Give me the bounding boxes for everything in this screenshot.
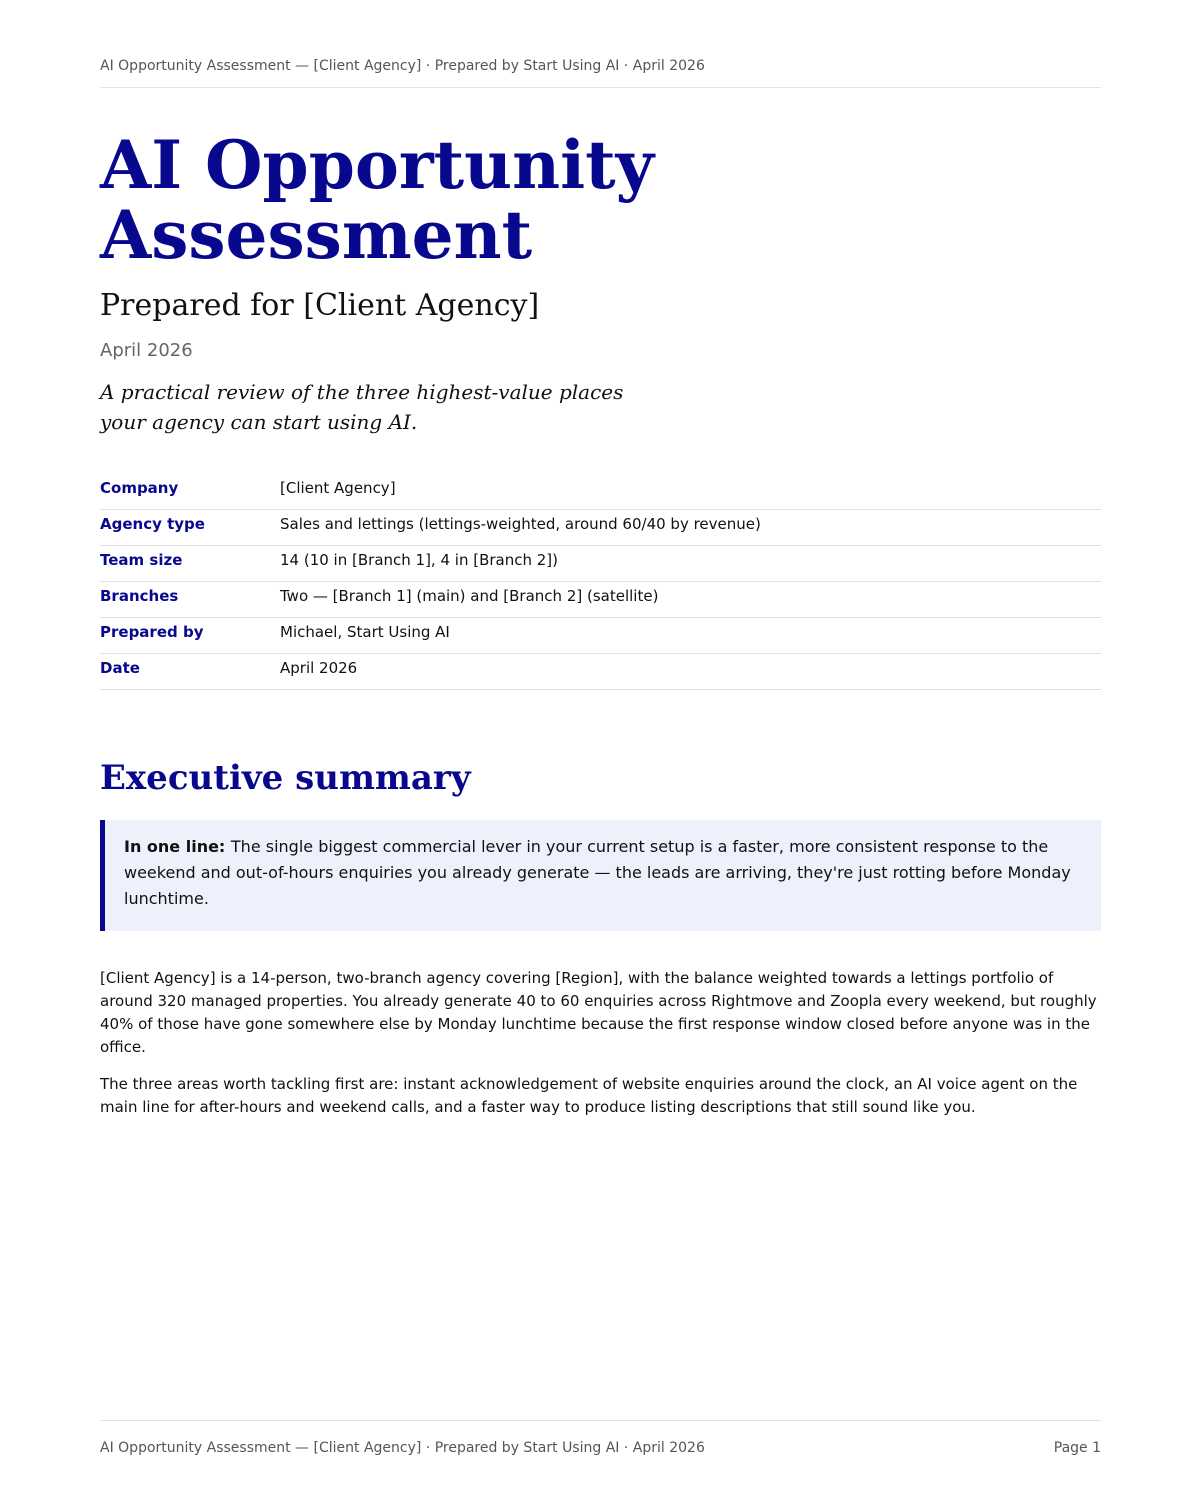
details-value: April 2026 [280, 659, 358, 677]
details-label: Team size [100, 551, 183, 569]
details-value: Sales and lettings (lettings-weighted, around 60/40 by revenue) [280, 515, 761, 533]
details-value: Michael, Start Using AI [280, 623, 450, 641]
executive-summary-heading: Executive summary [100, 758, 471, 798]
one-line-callout [100, 820, 1101, 931]
footer-text: AI Opportunity Assessment — [Client Agency] · Prepared by Start Using AI · April 2026 [100, 1440, 705, 1456]
details-row-company [100, 474, 1101, 510]
title-line-1: AI Opportunity [100, 126, 655, 204]
summary-paragraph-1: [Client Agency] is a 14-person, two-branch agency covering [Region], with the balance weighted towards a lettings portfolio of around 320 managed properties. You already generate 40 to 60 enquiries across Rightmove and Zoopla every weekend, but roughly 40% of those have gone somewhere else by Monday lunchtime because the first response window closed before anyone was in the office. [100, 969, 1097, 1056]
prepared-for-subtitle: Prepared for [Client Agency] [100, 288, 540, 323]
cover-date: April 2026 [100, 340, 193, 361]
details-value: 14 (10 in [Branch 1], 4 in [Branch 2]) [280, 551, 558, 569]
document-title [100, 126, 655, 274]
title-line-2: Assessment [100, 196, 533, 274]
callout-lead: In one line: [124, 837, 231, 856]
details-label: Agency type [100, 515, 205, 533]
details-value: [Client Agency] [280, 479, 396, 497]
details-label: Branches [100, 587, 179, 605]
details-value: Two — [Branch 1] (main) and [Branch 2] (satellite) [280, 587, 659, 605]
details-row-agency-type [100, 510, 1101, 546]
page-number: Page 1 [1053, 1440, 1101, 1456]
callout-text: The single biggest commercial lever in your current setup is a faster, more consistent response to the weekend and out-of-hours enquiries you already generate — the leads are arriving, they're just rotting before Monday lunchtime. [124, 837, 1071, 908]
details-row-team-size [100, 546, 1101, 582]
details-label: Company [100, 479, 179, 497]
details-label: Prepared by [100, 623, 204, 641]
summary-paragraph-2: The three areas worth tackling first are: instant acknowledgement of website enquiries around the clock, an AI voice agent on the main line for after-hours and weekend calls, and a faster way to produce listing descriptions that still sound like you. [100, 1075, 1078, 1116]
details-row-prepared-by [100, 618, 1101, 654]
details-table [100, 474, 1101, 690]
details-row-branches [100, 582, 1101, 618]
details-row-date [100, 654, 1101, 690]
cover-tagline: A practical review of the three highest-value places your agency can start using AI. [100, 380, 624, 434]
details-label: Date [100, 659, 140, 677]
running-footer [100, 1420, 1101, 1456]
running-header: AI Opportunity Assessment — [Client Agency] · Prepared by Start Using AI · April 2026 [100, 58, 1101, 88]
